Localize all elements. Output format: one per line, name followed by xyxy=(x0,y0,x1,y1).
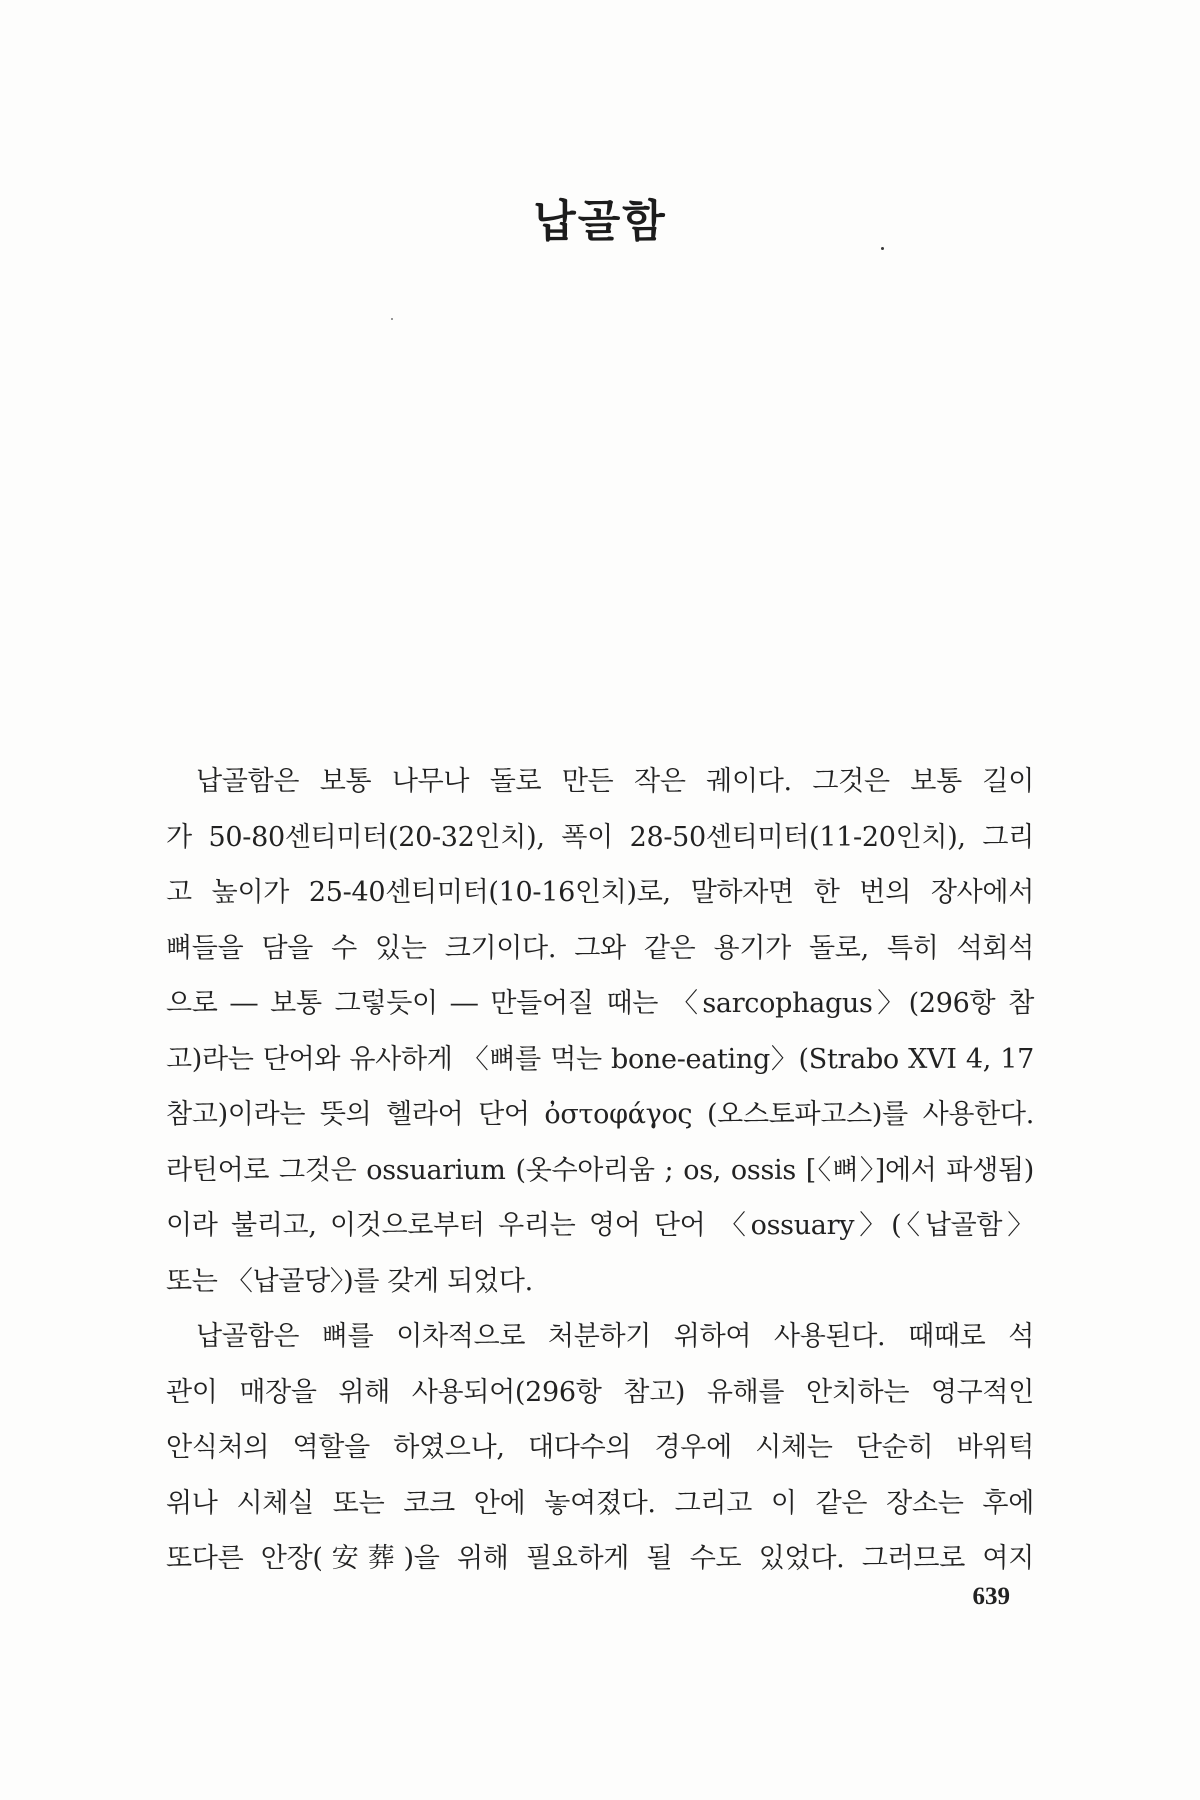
paragraph-line: 납골함은 보통 나무나 돌로 만든 작은 궤이다. 그것은 보통 길이 xyxy=(196,766,1034,797)
paragraph-line: 이라 불리고, 이것으로부터 우리는 영어 단어 〈ossuary〉(〈납골함〉 xyxy=(166,1210,1034,1241)
paragraph-line: 뼈들을 담을 수 있는 크기이다. 그와 같은 용기가 돌로, 특히 석회석 xyxy=(166,932,1034,964)
body-text xyxy=(166,754,1034,1587)
paragraph-line: 또다른 안장(安葬)을 위해 필요하게 될 수도 있었다. 그러므로 여지 xyxy=(166,1543,1034,1574)
paragraph-line: 라틴어로 그것은 ossuarium (옷수아리움 ; os, ossis [〈뼈〉]에서 파생됨) xyxy=(166,1154,1034,1186)
paragraph-line: 고 높이가 25-40센티미터(10-16인치)로, 말하자면 한 번의 장사에서 xyxy=(166,877,1034,908)
paragraph-line: 가 50-80센티미터(20-32인치), 폭이 28-50센티미터(11-20인치), 그리 xyxy=(166,821,1034,853)
paragraph-line: 위나 시체실 또는 코크 안에 놓여졌다. 그리고 이 같은 장소는 후에 xyxy=(166,1487,1034,1519)
page-title: 납골함 xyxy=(533,196,667,247)
paragraph-line: 고)라는 단어와 유사하게 〈뼈를 먹는 bone-eating〉(Strabo XVI 4, 17 xyxy=(166,1043,1034,1075)
paragraph-line: 납골함은 뼈를 이차적으로 처분하기 위하여 사용된다. 때때로 석 xyxy=(196,1321,1034,1352)
paragraph-line: 참고)이라는 뜻의 헬라어 단어 ὀστοφάγος (오스토파고스)를 사용한다. xyxy=(166,1099,1034,1130)
paragraph-line: 안식처의 역할을 하였으나, 대다수의 경우에 시체는 단순히 바위턱 xyxy=(166,1432,1034,1463)
print-speck xyxy=(391,318,393,320)
paragraph-line: 관이 매장을 위해 사용되어(296항 참고) 유해를 안치하는 영구적인 xyxy=(166,1376,1034,1408)
page-number: 639 xyxy=(972,1583,1010,1610)
paragraph-line: 으로 ― 보통 그렇듯이 ― 만들어질 때는 〈sarcophagus〉(296항 참 xyxy=(166,988,1034,1019)
paragraph-line: 또는 〈납골당〉)를 갖게 되었다. xyxy=(166,1265,533,1297)
